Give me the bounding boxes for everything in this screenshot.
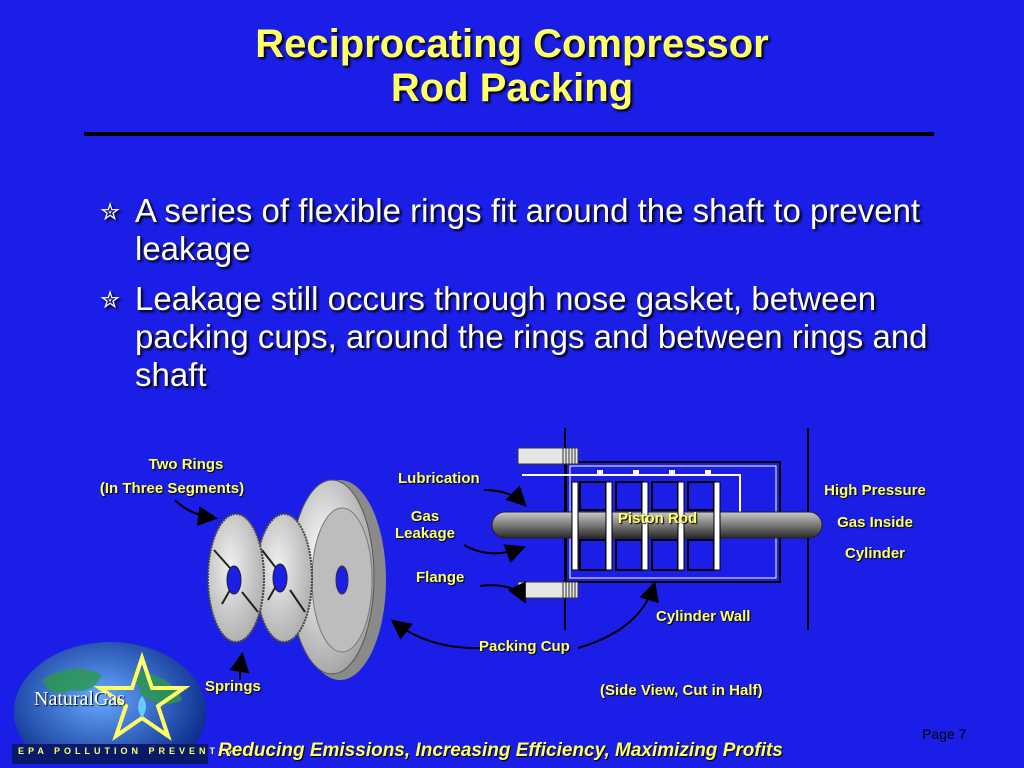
bullet-text: A series of flexible rings fit around the shaft to prevent leakage: [135, 192, 921, 267]
label-springs: Springs: [205, 678, 261, 695]
cross-section: [492, 428, 822, 630]
packing-ring: [208, 514, 264, 642]
label-cylinder-wall: Cylinder Wall: [656, 608, 751, 625]
label-gas: Gas: [410, 508, 440, 525]
page-number: Page 7: [922, 726, 967, 742]
label-cylinder: Cylinder: [844, 545, 905, 562]
label-two-rings: Two Rings: [148, 456, 224, 473]
star-bullet-icon: ✮: [100, 287, 121, 314]
footer-tagline: Reducing Emissions, Increasing Efficiency, Maximizing Profits: [218, 740, 783, 761]
bullet-text: Leakage still occurs through nose gasket, between packing cups, around the rings and between rings and shaft: [135, 280, 928, 393]
title-line-1: Reciprocating Compressor: [255, 22, 769, 66]
label-piston-rod: Piston Rod: [618, 510, 698, 527]
label-flange: Flange: [416, 569, 465, 586]
label-gas-inside: Gas Inside: [837, 514, 913, 531]
title-line-2: Rod Packing: [390, 66, 634, 110]
logo-name: NaturalGas: [34, 688, 126, 710]
logo-tagline: EPA POLLUTION PREVENTER: [18, 746, 240, 756]
label-side-view: (Side View, Cut in Half): [600, 682, 763, 699]
star-bullet-icon: ✮: [100, 199, 121, 226]
label-lubrication: Lubrication: [398, 470, 480, 487]
label-three-segments: (In Three Segments): [99, 480, 245, 497]
label-packing-cup: Packing Cup: [479, 638, 570, 655]
label-leakage: Leakage: [394, 525, 456, 542]
label-high-pressure: High Pressure: [824, 482, 926, 499]
